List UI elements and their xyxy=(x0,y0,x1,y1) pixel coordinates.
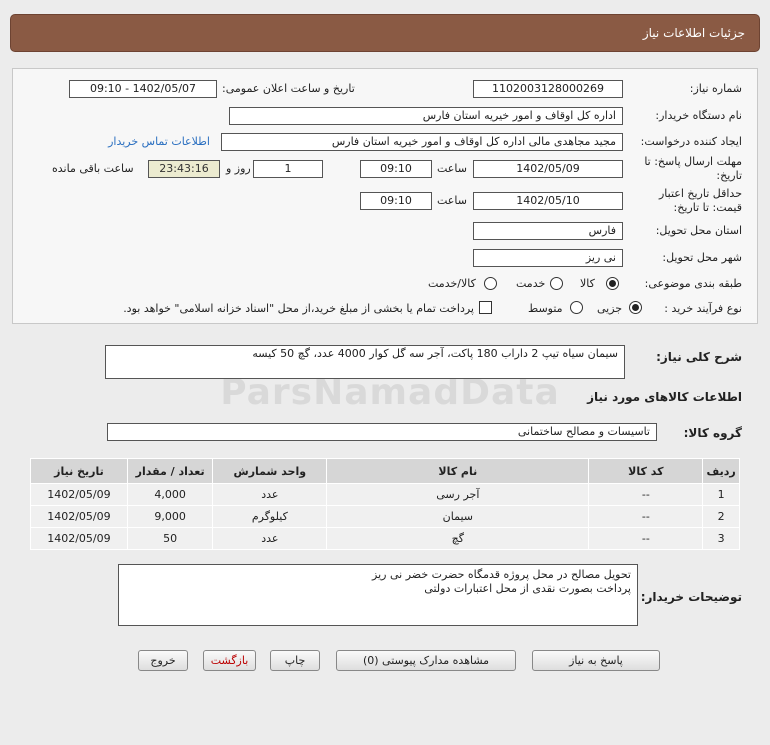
purchase-type-label: نوع فرآیند خرید : xyxy=(664,302,742,315)
print-button[interactable]: چاپ xyxy=(270,650,320,671)
price-validity-date: 1402/05/10 xyxy=(473,192,623,210)
treasury-payment-checkbox[interactable] xyxy=(479,301,492,314)
price-time-label: ساعت xyxy=(437,194,467,207)
buyer-notes-label: توضیحات خریدار: xyxy=(640,590,742,604)
watermark-logo: ParsNamadData xyxy=(220,372,560,413)
remaining-days: 1 xyxy=(253,160,323,178)
cell-row: 3 xyxy=(703,528,740,550)
exit-button[interactable]: خروج xyxy=(138,650,188,671)
items-table xyxy=(30,458,740,550)
delivery-province-label: استان محل تحویل: xyxy=(655,224,742,237)
goods-group-field: تاسیسات و مصالح ساختمانی xyxy=(107,423,657,441)
cell-code: -- xyxy=(589,506,703,528)
table-row xyxy=(31,484,740,506)
col-row: ردیف xyxy=(703,459,740,484)
category-service-radio[interactable] xyxy=(550,277,563,290)
cell-name: گچ xyxy=(327,528,589,550)
cell-unit: عدد xyxy=(213,484,327,506)
reply-deadline-time: 09:10 xyxy=(360,160,432,178)
requester-label: ایجاد کننده درخواست: xyxy=(640,135,742,148)
reply-time-label: ساعت xyxy=(437,162,467,175)
buyer-contact-link[interactable]: اطلاعات تماس خریدار xyxy=(108,135,210,148)
cell-code: -- xyxy=(589,528,703,550)
category-label: طبقه بندی موضوعی: xyxy=(644,277,742,290)
cell-row: 2 xyxy=(703,506,740,528)
cell-code: -- xyxy=(589,484,703,506)
purchase-minor-label: جزیی xyxy=(597,302,623,315)
purchase-medium-label: متوسط xyxy=(528,302,563,315)
cell-name: سیمان xyxy=(327,506,589,528)
announce-datetime-field: 1402/05/07 - 09:10 xyxy=(69,80,217,98)
reply-deadline-date: 1402/05/09 xyxy=(473,160,623,178)
col-code: کد کالا xyxy=(589,459,703,484)
back-button[interactable]: بازگشت xyxy=(203,650,256,671)
days-label: روز و xyxy=(226,162,251,175)
reply-button[interactable]: پاسخ به نیاز xyxy=(532,650,660,671)
col-name: نام کالا xyxy=(327,459,589,484)
reply-deadline-label: مهلت ارسال پاسخ: تا تاریخ: xyxy=(644,155,742,182)
delivery-province-field: فارس xyxy=(473,222,623,240)
price-validity-time: 09:10 xyxy=(360,192,432,210)
category-goods-service-radio[interactable] xyxy=(484,277,497,290)
requester-field: مجید مجاهدی مالی اداره کل اوقاف و امور خیریه استان فارس xyxy=(221,133,623,151)
cell-date: 1402/05/09 xyxy=(31,506,128,528)
announce-datetime-label: تاریخ و ساعت اعلان عمومی: xyxy=(222,82,355,95)
cell-row: 1 xyxy=(703,484,740,506)
buyer-notes-line-1: تحویل مصالح در محل پروژه قدمگاه حضرت خضر نی ریز xyxy=(372,568,631,581)
goods-info-title: اطلاعات کالاهای مورد نیاز xyxy=(587,390,742,404)
description-label: شرح کلی نیاز: xyxy=(656,350,742,364)
remaining-time-label: ساعت باقی مانده xyxy=(52,162,134,175)
col-qty: تعداد / مقدار xyxy=(127,459,212,484)
cell-unit: کیلوگرم xyxy=(213,506,327,528)
category-service-label: خدمت xyxy=(516,277,546,290)
buyer-notes-line-2: پرداخت بصورت نقدی از محل اعتبارات دولتی xyxy=(424,582,631,595)
goods-group-label: گروه کالا: xyxy=(683,426,742,440)
cell-unit: عدد xyxy=(213,528,327,550)
price-validity-label: حداقل تاریخ اعتبار قیمت: تا تاریخ: xyxy=(658,187,742,214)
table-header-row xyxy=(31,459,740,484)
table-row xyxy=(31,528,740,550)
col-unit: واحد شمارش xyxy=(213,459,327,484)
category-goods-radio[interactable] xyxy=(606,277,619,290)
cell-name: آجر رسی xyxy=(327,484,589,506)
cell-qty: 50 xyxy=(127,528,212,550)
delivery-city-label: شهر محل تحویل: xyxy=(662,251,742,264)
view-attachments-button[interactable]: مشاهده مدارک پیوستی (0) xyxy=(336,650,516,671)
buyer-notes-box xyxy=(118,564,638,626)
purchase-medium-radio[interactable] xyxy=(570,301,583,314)
buyer-org-field: اداره کل اوقاف و امور خیریه استان فارس xyxy=(229,107,623,125)
cell-date: 1402/05/09 xyxy=(31,528,128,550)
table-row xyxy=(31,506,740,528)
delivery-city-field: نی ریز xyxy=(473,249,623,267)
category-goods-label: کالا xyxy=(580,277,595,290)
page-title: جزئیات اطلاعات نیاز xyxy=(642,26,745,40)
description-box: سیمان سیاه تیپ 2 داراب 180 پاکت، آجر سه گل کوار 4000 عدد، گچ 50 کیسه xyxy=(105,345,625,379)
buyer-org-label: نام دستگاه خریدار: xyxy=(655,109,742,122)
need-number-label: شماره نیاز: xyxy=(689,82,742,95)
cell-date: 1402/05/09 xyxy=(31,484,128,506)
cell-qty: 9,000 xyxy=(127,506,212,528)
category-goods-service-label: کالا/خدمت xyxy=(428,277,476,290)
cell-qty: 4,000 xyxy=(127,484,212,506)
purchase-minor-radio[interactable] xyxy=(629,301,642,314)
page-header xyxy=(10,14,760,52)
treasury-payment-note: پرداخت تمام یا بخشی از مبلغ خرید،از محل "اسناد خزانه اسلامی" خواهد بود. xyxy=(123,302,474,315)
need-number-field: 1102003128000269 xyxy=(473,80,623,98)
col-date: تاریخ نیاز xyxy=(31,459,128,484)
remaining-time-counter: 23:43:16 xyxy=(148,160,220,178)
